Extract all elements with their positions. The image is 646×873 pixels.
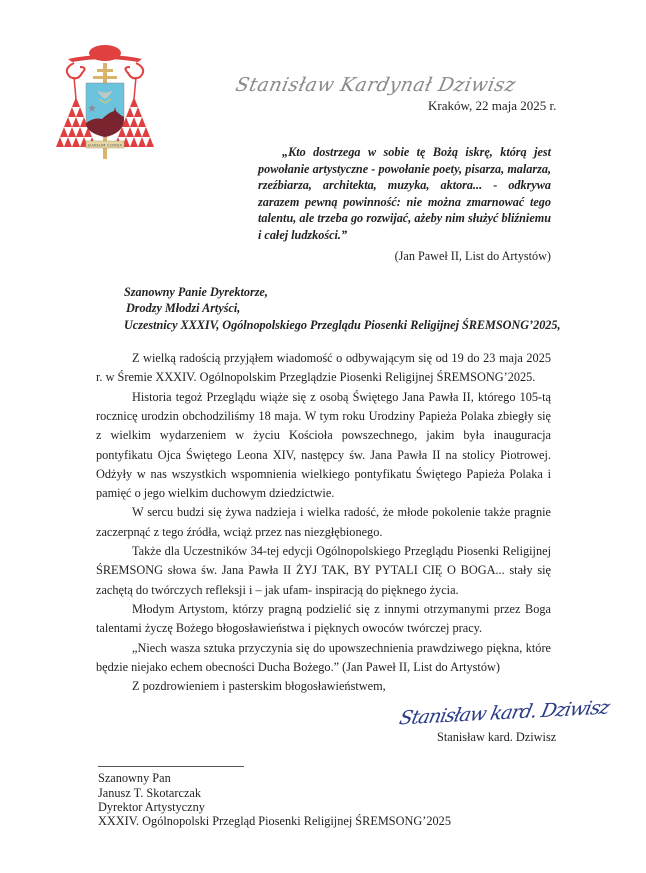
addressee-line: Dyrektor Artystyczny: [98, 800, 205, 814]
body-paragraph: „Niech wasza sztuka przyczynia się do upowszechnienia prawdziwego piękna, które będzie niejako echem obecności Ducha Bożego.” (Jan Paweł II, List do Artystów): [96, 640, 551, 674]
divider-line: [98, 766, 244, 767]
signatory-name: Stanisław kard. Dziwisz: [437, 730, 557, 745]
closing-line: Z pozdrowieniem i pasterskim błogosławieństwem,: [132, 679, 386, 694]
addressee-line: Janusz T. Skotarczak: [98, 785, 202, 800]
body-paragraph: Historia tegoż Przeglądu wiąże się z osobą Świętego Jana Pawła II, którego 105-tą rocznicę urodzin obchodziliśmy 18 maja. W tym roku Urodziny Papieża Polaka zbiegły się z wielkim wydarzeniem w życiu Kościoła powszechnego, jakim była inauguracja pontyfikatu Ojca Świętego Leona XIV, następcy św. Jana Pawła II na stolicy Piotrowej. Odżyły w nas wszystkich wspomnienia wielkiego pontyfikatu Świętego Papieża Polaka i pamięć o jego wielkim duchowym dziedzictwie.: [96, 389, 551, 501]
body-paragraph: Młodym Artystom, którzy pragną podzielić się z innymi otrzymanymi przez Boga talentami życzę Bożego błogosławieństwa i pięknych owoców twórczej pracy.: [96, 601, 551, 636]
epigraph-text: „Kto dostrzega w sobie tę Bożą iskrę, którą jest powołanie artystyczne - powołanie poety, pisarza, malarza, rzeźbiarza, architekta, muzyka, aktora... - odkrywa zarazem pewną powinność: nie można zmarnować tego talentu, ale trzeba go rozwijać, ażeby nim służyć bliźniemu i całej ludzkości.”: [258, 145, 551, 242]
epigraph-source: (Jan Paweł II, List do Artystów): [394, 248, 551, 263]
salutation: [124, 284, 646, 334]
coat-of-arms-icon: [52, 37, 158, 159]
handwritten-signature: Stanisław kard. Dziwisz: [397, 697, 612, 730]
addressee-line: XXXIV. Ogólnopolski Przegląd Piosenki Religijnej ŚREMSONG’2025: [98, 814, 451, 829]
letterhead-name: Stanisław Kardynał Dziwisz: [233, 74, 518, 96]
salutation-line: Drodzy Młodzi Artyści,: [126, 301, 241, 316]
addressee-line: Szanowny Pan: [98, 771, 171, 786]
letter-body: [96, 349, 551, 696]
cord-hang-right: [134, 77, 136, 99]
letter-date: Kraków, 22 maja 2025 r.: [428, 98, 557, 113]
body-paragraph: Także dla Uczestników 34-tej edycji Ogólnopolskiego Przeglądu Piosenki Religijnej ŚREMSONG słowa św. Jana Pawła II ŻYJ TAK, BY PYTALI CIĘ O BOGA... stały się zachętą do twórczych refleksji i – jak ufam- inspiracją do pięknego życia.: [96, 544, 551, 597]
body-paragraph: W sercu budzi się żywa nadzieja i wielka radość, że młode pokolenie także pragnie zaczerpnąć z tego źródła, wciąż przez nas niezgłębionego.: [96, 505, 551, 539]
crest-motto: SURSUM CORDA: [87, 142, 123, 148]
cord-right: [125, 63, 143, 78]
signature-block: [0, 697, 646, 752]
addressee-block: [98, 771, 646, 828]
salutation-line: Uczestnicy XXXIV, Ogólnopolskiego Przeglądu Piosenki Religijnej ŚREMSONG’2025,: [124, 317, 561, 332]
cord-hang-left: [74, 77, 76, 99]
body-paragraph: Z wielką radością przyjąłem wiadomość o odbywającym się od 19 do 23 maja 2025 r. w Śremie XXXIV. Ogólnopolskim Przeglądzie Piosenki Religijnej ŚREMSONG’2025.: [96, 351, 551, 385]
cord-left: [67, 63, 85, 78]
salutation-line: Szanowny Panie Dyrektorze,: [124, 284, 268, 299]
letter-header: [0, 0, 646, 148]
